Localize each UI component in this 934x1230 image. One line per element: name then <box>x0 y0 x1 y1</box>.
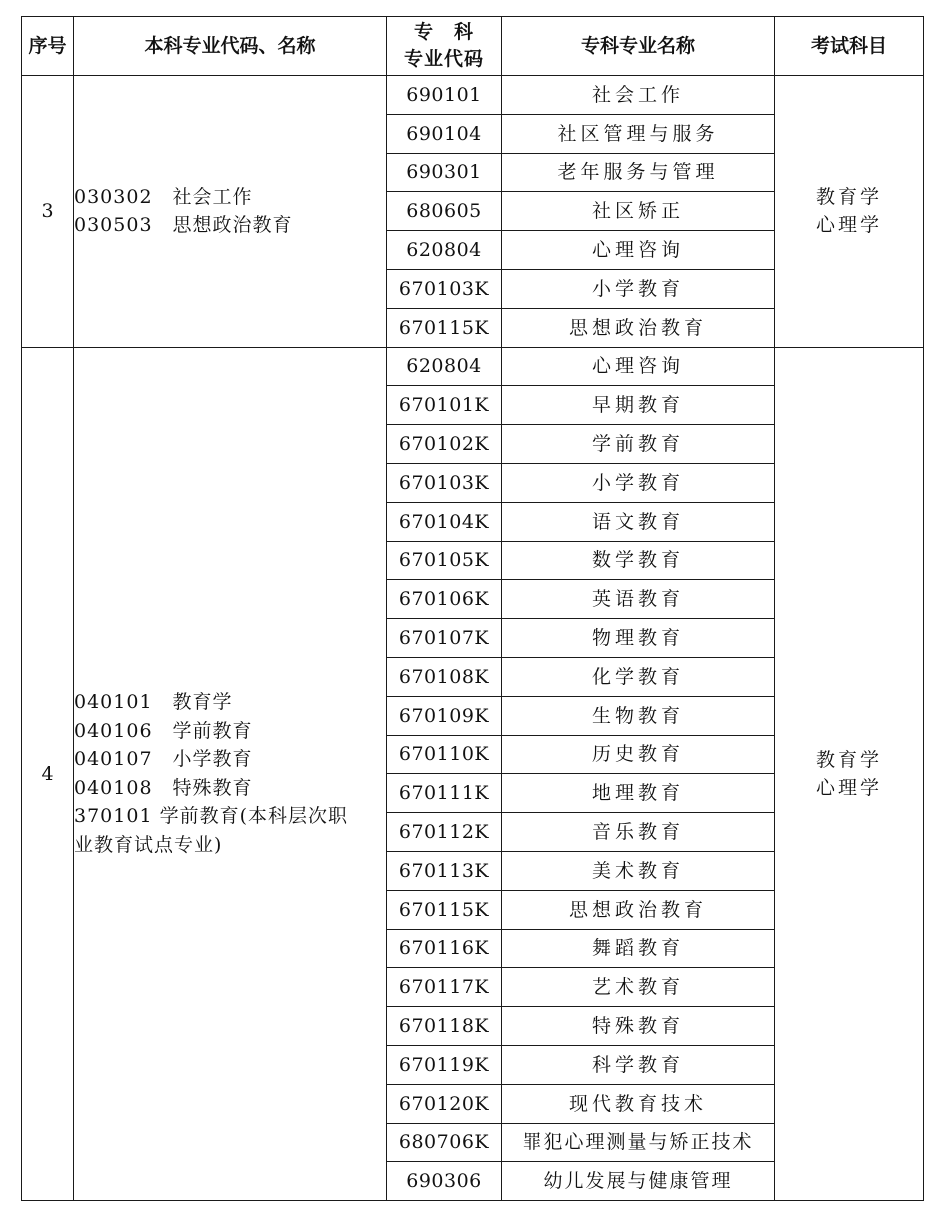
subject-cell <box>775 76 924 348</box>
subject-line: 教育学 <box>815 186 882 209</box>
zk-code-cell: 670115K <box>387 890 502 929</box>
seq-cell: 4 <box>22 347 74 1201</box>
zk-code-cell: 670102K <box>387 425 502 464</box>
header-bk-major: 本科专业代码、名称 <box>74 17 387 76</box>
zk-name-cell: 社会工作 <box>502 76 775 115</box>
zk-name-cell: 音乐教育 <box>502 813 775 852</box>
bk-major-line: 040106 学前教育 <box>74 719 253 742</box>
zk-name-cell: 思想政治教育 <box>502 308 775 347</box>
zk-name-cell: 舞蹈教育 <box>502 929 775 968</box>
bk-major-line: 040107 小学教育 <box>74 748 253 771</box>
bk-major-cell <box>74 347 387 1201</box>
zk-code-cell: 670105K <box>387 541 502 580</box>
zk-name-cell: 早期教育 <box>502 386 775 425</box>
zk-name-cell: 思想政治教育 <box>502 890 775 929</box>
zk-code-cell: 670109K <box>387 696 502 735</box>
table-body <box>22 76 924 1201</box>
bk-major-line: 030302 社会工作 <box>74 185 253 208</box>
zk-name-cell: 地理教育 <box>502 774 775 813</box>
zk-name-cell: 生物教育 <box>502 696 775 735</box>
zk-name-cell: 英语教育 <box>502 580 775 619</box>
header-zk-name: 专科专业名称 <box>502 17 775 76</box>
table-row <box>22 347 924 386</box>
zk-name-cell: 社区矫正 <box>502 192 775 231</box>
header-row <box>22 17 924 76</box>
header-subject: 考试科目 <box>775 17 924 76</box>
zk-name-cell: 现代教育技术 <box>502 1084 775 1123</box>
zk-name-cell: 社区管理与服务 <box>502 114 775 153</box>
zk-code-cell: 670112K <box>387 813 502 852</box>
bk-major-line: 370101 学前教育(本科层次职 <box>74 805 348 828</box>
zk-code-cell: 670116K <box>387 929 502 968</box>
zk-code-cell: 620804 <box>387 347 502 386</box>
zk-code-cell: 690306 <box>387 1162 502 1201</box>
subject-line: 心理学 <box>815 214 882 237</box>
subject-line: 心理学 <box>815 776 882 799</box>
subject-line: 教育学 <box>815 748 882 771</box>
header-zk-code-line1: 专 科 <box>413 21 474 43</box>
zk-code-cell: 680706K <box>387 1123 502 1162</box>
seq-cell: 3 <box>22 76 74 348</box>
zk-code-cell: 690101 <box>387 76 502 115</box>
zk-name-cell: 学前教育 <box>502 425 775 464</box>
zk-name-cell: 幼儿发展与健康管理 <box>502 1162 775 1201</box>
bk-major-line: 040108 特殊教育 <box>74 776 253 799</box>
zk-code-cell: 670106K <box>387 580 502 619</box>
table-row <box>22 76 924 115</box>
zk-name-cell: 美术教育 <box>502 851 775 890</box>
zk-name-cell: 心理咨询 <box>502 347 775 386</box>
zk-code-cell: 670120K <box>387 1084 502 1123</box>
zk-code-cell: 670113K <box>387 851 502 890</box>
header-seq: 序号 <box>22 17 74 76</box>
bk-major-line: 030503 思想政治教育 <box>74 214 293 237</box>
zk-code-cell: 670115K <box>387 308 502 347</box>
zk-code-cell: 670111K <box>387 774 502 813</box>
zk-name-cell: 罪犯心理测量与矫正技术 <box>502 1123 775 1162</box>
zk-name-cell: 小学教育 <box>502 269 775 308</box>
zk-code-cell: 670104K <box>387 502 502 541</box>
zk-code-cell: 680605 <box>387 192 502 231</box>
zk-name-cell: 小学教育 <box>502 463 775 502</box>
zk-code-cell: 670107K <box>387 619 502 658</box>
zk-code-cell: 670103K <box>387 463 502 502</box>
header-zk-code-line2: 专业代码 <box>403 48 484 70</box>
subject-cell <box>775 347 924 1201</box>
zk-name-cell: 特殊教育 <box>502 1007 775 1046</box>
zk-code-cell: 670101K <box>387 386 502 425</box>
zk-name-cell: 化学教育 <box>502 657 775 696</box>
zk-name-cell: 科学教育 <box>502 1045 775 1084</box>
zk-name-cell: 物理教育 <box>502 619 775 658</box>
zk-code-cell: 670117K <box>387 968 502 1007</box>
zk-code-cell: 670103K <box>387 269 502 308</box>
zk-name-cell: 心理咨询 <box>502 231 775 270</box>
zk-code-cell: 620804 <box>387 231 502 270</box>
bk-major-line: 业教育试点专业) <box>74 833 223 856</box>
major-table <box>21 16 924 1201</box>
bk-major-line: 040101 教育学 <box>74 691 233 714</box>
zk-name-cell: 语文教育 <box>502 502 775 541</box>
zk-code-cell: 670110K <box>387 735 502 774</box>
zk-name-cell: 历史教育 <box>502 735 775 774</box>
zk-code-cell: 670108K <box>387 657 502 696</box>
header-zk-code <box>387 17 502 76</box>
zk-code-cell: 690104 <box>387 114 502 153</box>
zk-code-cell: 690301 <box>387 153 502 192</box>
zk-code-cell: 670118K <box>387 1007 502 1046</box>
zk-name-cell: 数学教育 <box>502 541 775 580</box>
bk-major-cell <box>74 76 387 348</box>
zk-name-cell: 老年服务与管理 <box>502 153 775 192</box>
zk-name-cell: 艺术教育 <box>502 968 775 1007</box>
zk-code-cell: 670119K <box>387 1045 502 1084</box>
